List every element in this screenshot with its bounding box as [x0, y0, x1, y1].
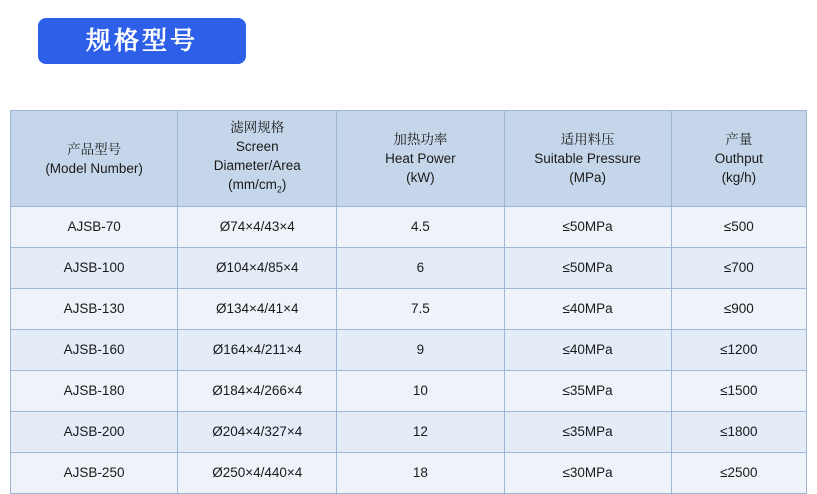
table-row [11, 412, 807, 453]
cell-model: AJSB-180 [11, 371, 178, 412]
header-line: Outhput [714, 151, 763, 166]
cell-power: 6 [337, 248, 504, 289]
cell-output: ≤1200 [671, 330, 806, 371]
table-header-row [11, 111, 807, 207]
cell-output: ≤2500 [671, 453, 806, 494]
cell-power: 18 [337, 453, 504, 494]
cell-power: 10 [337, 371, 504, 412]
cell-output: ≤1800 [671, 412, 806, 453]
header-line: 滤网规格 [230, 119, 285, 135]
header-line: 产品型号 [67, 141, 122, 157]
cell-output: ≤900 [671, 289, 806, 330]
cell-screen: Ø134×4/41×4 [178, 289, 337, 330]
cell-output: ≤1500 [671, 371, 806, 412]
column-header-output [671, 111, 806, 207]
column-header-screen-diameter-area [178, 111, 337, 207]
column-header-model-number [11, 111, 178, 207]
cell-pressure: ≤50MPa [504, 207, 671, 248]
cell-pressure: ≤30MPa [504, 453, 671, 494]
table-row [11, 330, 807, 371]
cell-model: AJSB-100 [11, 248, 178, 289]
cell-pressure: ≤35MPa [504, 371, 671, 412]
header-line: (MPa) [569, 170, 606, 185]
cell-pressure: ≤35MPa [504, 412, 671, 453]
header-line: Suitable Pressure [534, 151, 641, 166]
column-header-suitable-pressure [504, 111, 671, 207]
table-row [11, 248, 807, 289]
specification-table [10, 110, 807, 494]
section-title-badge [38, 18, 246, 64]
cell-model: AJSB-200 [11, 412, 178, 453]
page-title: 规格型号 [85, 26, 198, 55]
header-line: (kg/h) [721, 170, 757, 185]
table-row [11, 207, 807, 248]
cell-power: 9 [337, 330, 504, 371]
cell-model: AJSB-130 [11, 289, 178, 330]
cell-pressure: ≤50MPa [504, 248, 671, 289]
header-line: 适用料压 [560, 132, 615, 147]
table-header [11, 111, 807, 207]
header-line: (Model Number) [45, 160, 143, 176]
cell-model: AJSB-160 [11, 330, 178, 371]
cell-pressure: ≤40MPa [504, 330, 671, 371]
header-line: Diameter/Area [213, 157, 301, 173]
header-line-units: $(mm/cm_2)$ [228, 176, 287, 195]
cell-screen: Ø74×4/43×4 [178, 207, 337, 248]
cell-screen: Ø204×4/327×4 [178, 412, 337, 453]
cell-model: AJSB-70 [11, 207, 178, 248]
cell-screen: Ø250×4/440×4 [178, 453, 337, 494]
cell-output: ≤500 [671, 207, 806, 248]
cell-screen: Ø164×4/211×4 [178, 330, 337, 371]
header-line: (kW) [406, 170, 435, 185]
header-line: Screen [235, 138, 279, 154]
header-line: 产量 [725, 132, 753, 147]
cell-pressure: ≤40MPa [504, 289, 671, 330]
table-row [11, 371, 807, 412]
column-header-heat-power [337, 111, 504, 207]
header-line: 加热功率 [393, 132, 448, 147]
table-row [11, 453, 807, 494]
cell-power: 12 [337, 412, 504, 453]
cell-power: 7.5 [337, 289, 504, 330]
header-line: Heat Power [385, 151, 456, 166]
cell-model: AJSB-250 [11, 453, 178, 494]
cell-screen: Ø104×4/85×4 [178, 248, 337, 289]
cell-power: 4.5 [337, 207, 504, 248]
table-body [11, 207, 807, 494]
cell-screen: Ø184×4/266×4 [178, 371, 337, 412]
cell-output: ≤700 [671, 248, 806, 289]
table-row [11, 289, 807, 330]
